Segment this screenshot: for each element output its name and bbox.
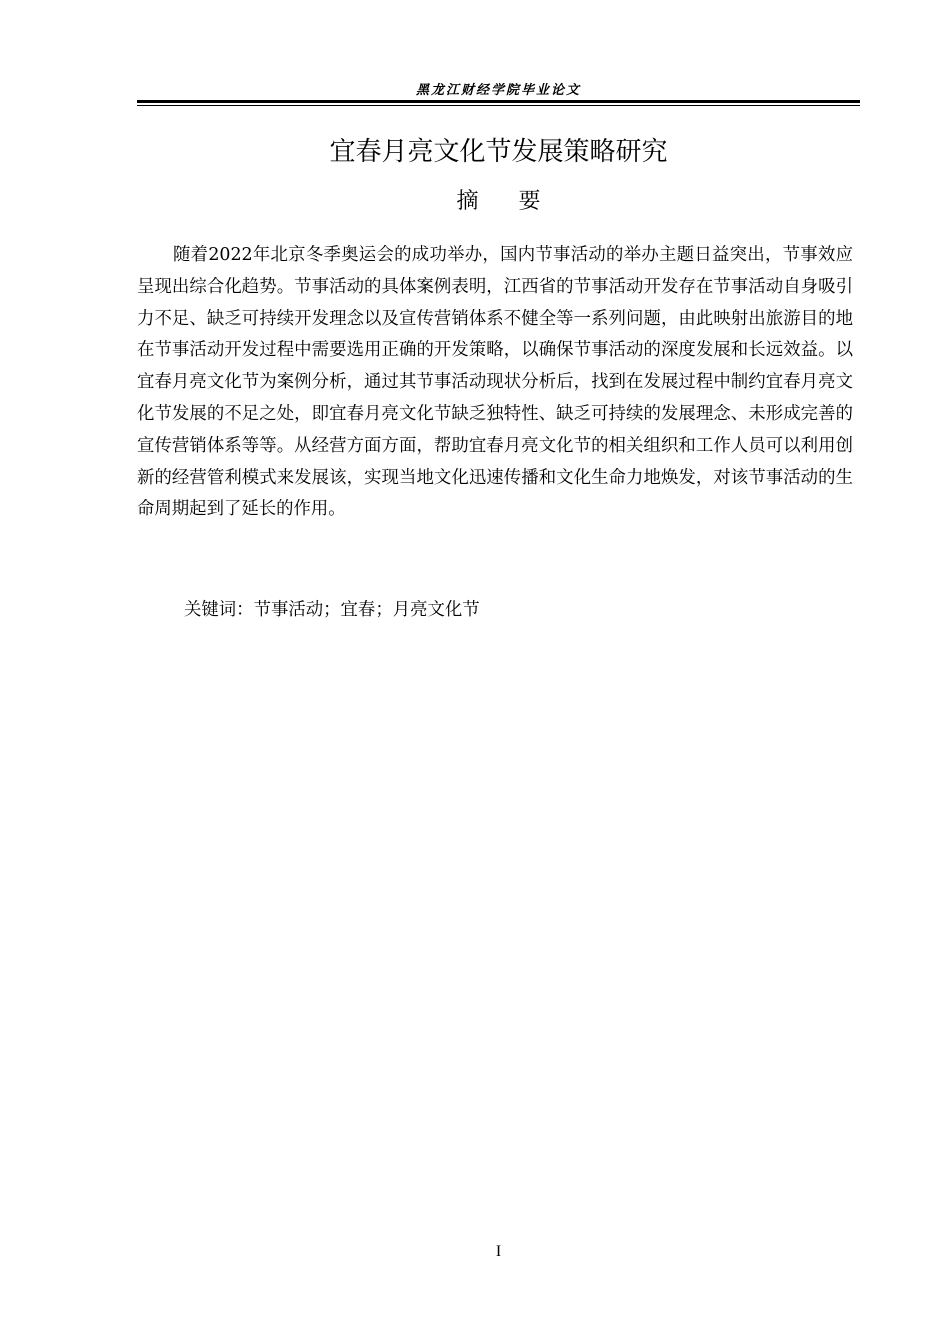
page-number: I — [495, 1243, 502, 1260]
keywords-label: 关键词： — [184, 600, 254, 620]
keywords-value: 节事活动；宜春；月亮文化节 — [253, 600, 480, 620]
keywords-line — [184, 596, 480, 624]
running-header: 黑龙江财经学院毕业论文 — [415, 83, 581, 98]
header-rule-thin — [137, 105, 860, 106]
header-rule-thick — [137, 100, 860, 103]
document-title: 宜春月亮文化节发展策略研究 — [329, 137, 668, 167]
abstract-heading: 摘要 — [456, 189, 581, 214]
abstract-body: 随着2022年北京冬季奥运会的成功举办，国内节事活动的举办主题日益突出，节事效应呈现出综合化趋势。节事活动的具体案例表明，江西省的节事活动开发存在节事活动自身吸引力不足、缺乏可持续开发理念以及宣传营销体系不健全等一系列问题，由此映射出旅游目的地在节事活动开发过程中需要选用正确的开发策略，以确保节事活动的深度发展和长远效益。以宜春月亮文化节为案例分析，通过其节事活动现状分析后，找到在发展过程中制约宜春月亮文化节发展的不足之处，即宜春月亮文化节缺乏独特性、缺乏可持续的发展理念、未形成完善的宣传营销体系等等。从经营方面方面，帮助宜春月亮文化节的相关组织和工作人员可以利用创新的经营管利模式来发展该，实现当地文化迅速传播和文化生命力地焕发，对该节事活动的生命周期起到了延长的作用。 — [137, 245, 853, 520]
